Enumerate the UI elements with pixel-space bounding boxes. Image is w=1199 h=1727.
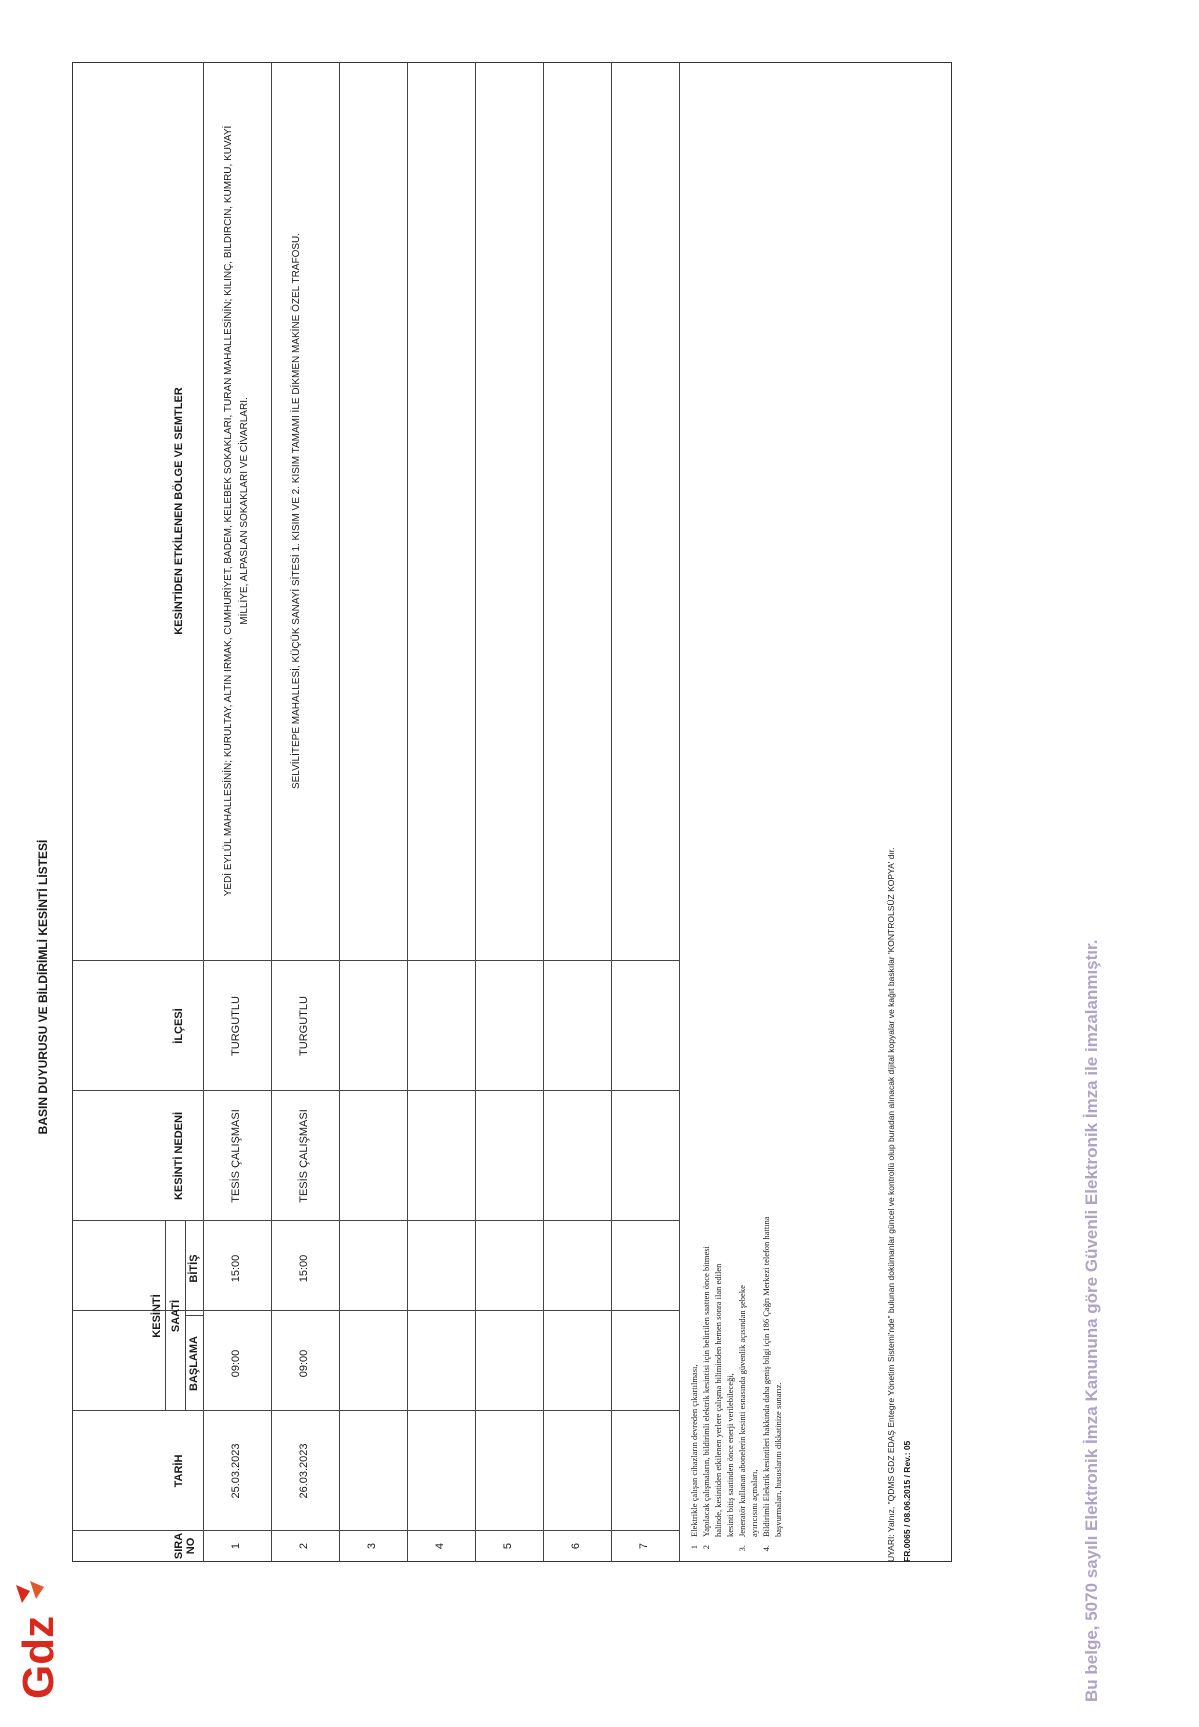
note-number: 1 <box>689 1545 699 1550</box>
row-tarih: 26.03.2023 <box>298 1443 310 1499</box>
row-baslama: 09:00 <box>298 1349 310 1378</box>
row-no: 7 <box>638 1542 650 1550</box>
outage-table <box>72 62 952 1562</box>
col-divider <box>73 1310 679 1311</box>
header-tarih: TARİH <box>173 1454 185 1488</box>
row-no: 5 <box>502 1542 514 1550</box>
row-divider <box>679 63 680 1561</box>
note-line: Bildirimli Elektrik kesintileri hakkında daha geniş bilgi için 186 Çağrı Merkezi telefon hattına <box>761 1216 771 1537</box>
note-line: ayırıcısını açmaları, <box>749 1469 759 1537</box>
kesinti-subdivider <box>185 1221 186 1411</box>
header-bitis: BİTİŞ <box>188 1254 200 1283</box>
note-line: Yapılacak çalışmaların, bildirimli elektrik kesintisi için belirtilen saatten önce bitmesi <box>701 1246 711 1537</box>
row-bolge-line1: SELVİLİTEPE MAHALLESİ, KÜÇÜK SANAYİ SİTESİ 1. KISIM VE 2. KISIM TAMAMI İLE DİKMEN MAKİNE ÖZEL TRAFOSU. <box>291 232 302 790</box>
kesinti-subdivider <box>165 1221 166 1411</box>
row-bolge-line2: MİLLİYE, ALPASLAN SOKAKLARI VE CİVARLARI. <box>239 397 250 625</box>
row-baslama: 09:00 <box>230 1349 242 1378</box>
header-neden: KESİNTİ NEDENİ <box>173 1112 185 1201</box>
col-divider <box>73 960 679 961</box>
note-number: 2 <box>701 1545 711 1550</box>
logo-text: Gdz <box>14 1615 63 1699</box>
row-bitis: 15:00 <box>298 1254 310 1283</box>
header-saati: SAATİ <box>170 1299 182 1333</box>
col-divider <box>73 1410 679 1411</box>
header-kesinti: KESİNTİ <box>151 1294 163 1338</box>
row-divider <box>475 63 476 1561</box>
note-line: Jeneratör kullanan abonelerin kesinti esnasında güvenlik açısından şebeke <box>737 1285 747 1537</box>
row-ilce: TURGUTLU <box>230 996 242 1056</box>
row-no: 4 <box>434 1542 446 1550</box>
logo-arrow-icon <box>16 1585 30 1603</box>
row-bitis: 15:00 <box>230 1254 242 1283</box>
gdz-logo <box>8 1567 68 1707</box>
row-divider <box>339 63 340 1561</box>
note-line: halinde, kesintiden etkilenen yerlere çalışma biliminden hemen sonra ilan edilen <box>713 1263 723 1537</box>
note-line: kesinti bitiş saatinden önce enerji verilebileceği, <box>725 1373 735 1537</box>
row-no: 6 <box>570 1542 582 1550</box>
note-number: 3. <box>737 1545 747 1552</box>
col-divider <box>73 1090 679 1091</box>
qdms-warning: UYARI: Yalnız, "QDMS GDZ EDAŞ Entegre Yönetim Sistemi'nde" bulunan dokümanlar güncel ve kontrollü olup buradan alınacak dijital kopyalar ve kağıt baskılar 'KONTROLSÜZ KOPYA' dır. <box>886 847 896 1562</box>
note-number: 4. <box>761 1545 771 1552</box>
note-line: başvurmaları, hususlarını dikkatinize sunarız. <box>773 1382 783 1537</box>
row-ilce: TURGUTLU <box>298 996 310 1056</box>
header-ilce: İLÇESİ <box>173 1008 185 1044</box>
row-neden: TESİS ÇALIŞMASI <box>298 1109 310 1203</box>
row-bolge-line1: YEDİ EYLÜL MAHALLESİNİN; KURULTAY, ALTIN IRMAK, CUMHURİYET, BADEM, KELEBEK SOKAKLARI, TURAN MAHALLESİNİN; KILINÇ, BILDIRCIN, KUMRU, KUVAYİ <box>223 125 234 897</box>
document-title: BASIN DUYURUSU VE BİLDİRİMLİ KESİNTİ LİSTESİ <box>36 839 50 1135</box>
logo-arrow-icon <box>30 1581 44 1599</box>
row-divider <box>611 63 612 1561</box>
row-divider <box>543 63 544 1561</box>
header-sira-no: SIRA NO <box>173 1532 197 1560</box>
form-code: FR.0065 / 08.06.2015 / Rev.: 05 <box>902 1440 912 1562</box>
col-divider <box>73 1220 679 1221</box>
row-no: 2 <box>298 1542 310 1550</box>
row-divider <box>271 63 272 1561</box>
row-neden: TESİS ÇALIŞMASI <box>230 1109 242 1203</box>
row-no: 1 <box>230 1542 242 1550</box>
row-tarih: 25.03.2023 <box>230 1443 242 1499</box>
header-bolge: KESİNTİDEN ETKİLENEN BÖLGE VE SEMTLER <box>173 387 185 635</box>
row-no: 3 <box>366 1542 378 1550</box>
signature-text: Bu belge, 5070 sayılı Elektronik İmza Kanununa göre Güvenli Elektronik İmza ile imzalanmıştır. <box>1082 939 1101 1702</box>
header-divider <box>203 63 204 1561</box>
header-baslama: BAŞLAMA <box>188 1336 200 1391</box>
note-line: Elektrikle çalışan cihazların devreden çıkartılması, <box>689 1364 699 1537</box>
row-divider <box>407 63 408 1561</box>
